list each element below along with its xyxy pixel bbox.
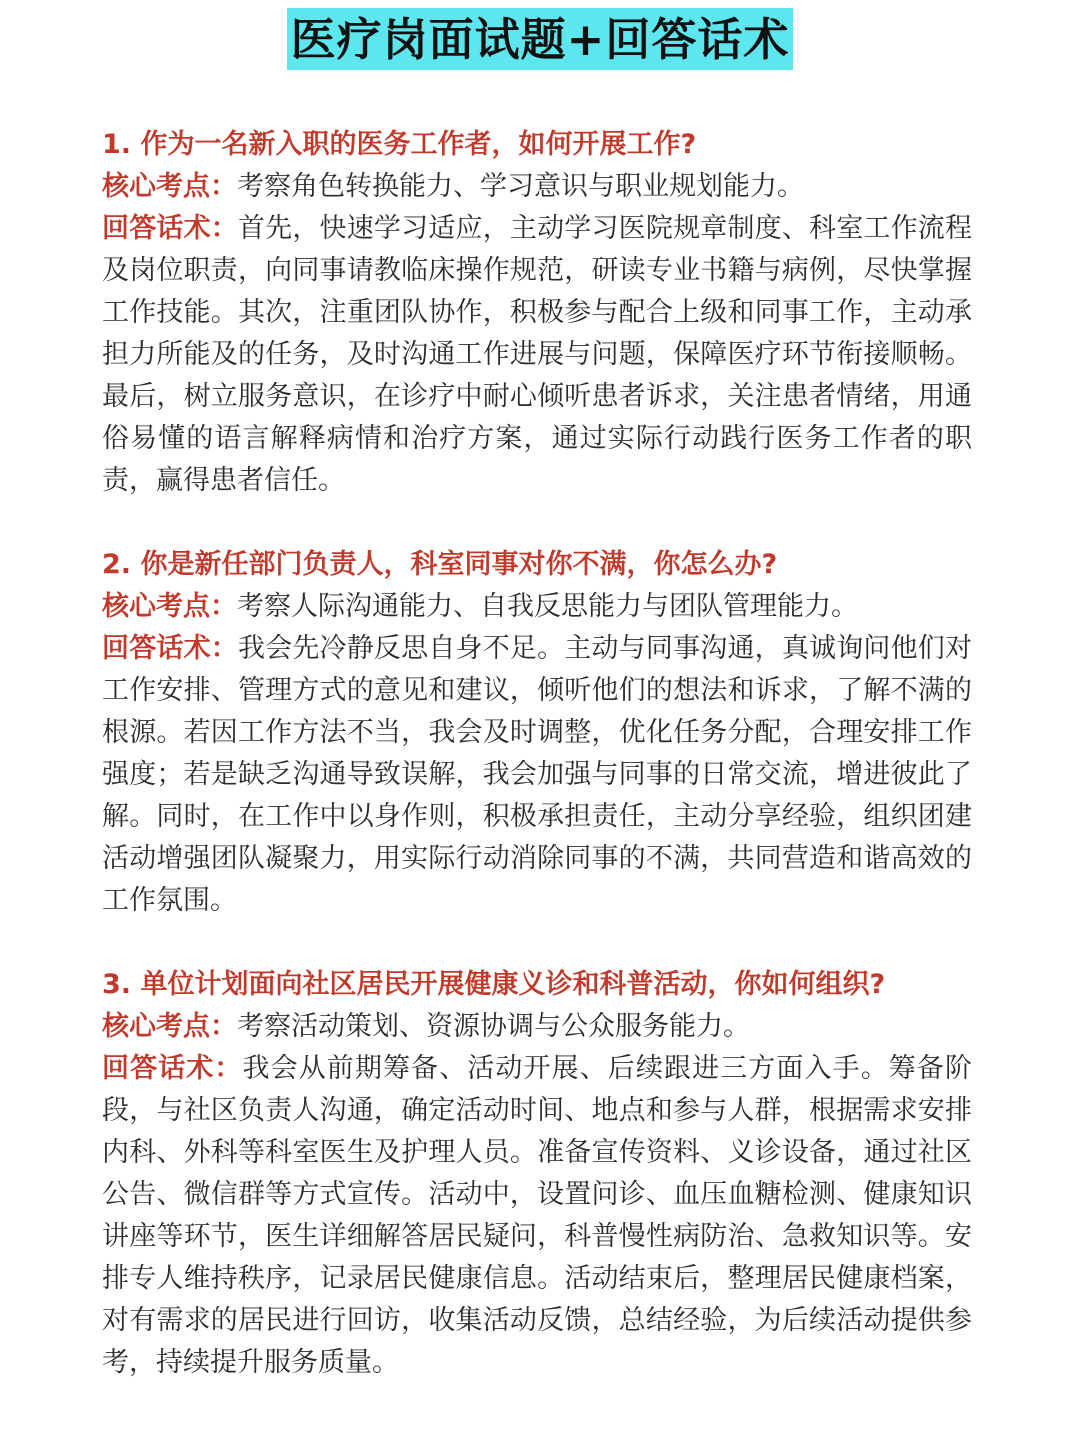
title-wrap <box>0 8 1080 70</box>
page-title: 医疗岗面试题+回答话术 <box>287 8 794 70</box>
qa-item-1 <box>102 124 972 502</box>
core-point-label: 核心考点： <box>102 591 237 622</box>
core-point-label: 核心考点： <box>102 1011 237 1042</box>
qa-item-2 <box>102 544 972 922</box>
core-point-label: 核心考点： <box>102 171 237 202</box>
answer-label: 回答话术： <box>102 213 238 244</box>
answer-label: 回答话术： <box>102 633 238 664</box>
answer-text: 首先，快速学习适应，主动学习医院规章制度、科室工作流程及岗位职责，向同事请教临床操作规范，研读专业书籍与病例，尽快掌握工作技能。其次，注重团队协作，积极参与配合上级和同事工作，主动承担力所能及的任务，及时沟通工作进展与问题，保障医疗环节衔接顺畅。最后，树立服务意识，在诊疗中耐心倾听患者诉求，关注患者情绪，用通俗易懂的语言解释病情和治疗方案，通过实际行动践行医务工作者的职责，赢得患者信任。 <box>102 213 972 496</box>
question-3: 3. 单位计划面向社区居民开展健康义诊和科普活动，你如何组织? <box>102 969 886 1000</box>
answer-3 <box>102 1048 972 1384</box>
answer-2 <box>102 628 972 922</box>
core-point-text: 考察角色转换能力、学习意识与职业规划能力。 <box>237 171 804 202</box>
core-point-text: 考察活动策划、资源协调与公众服务能力。 <box>237 1011 750 1042</box>
core-point-text: 考察人际沟通能力、自我反思能力与团队管理能力。 <box>237 591 858 622</box>
core-point-1 <box>102 166 972 208</box>
answer-label: 回答话术： <box>102 1053 243 1084</box>
question-1: 1. 作为一名新入职的医务工作者，如何开展工作? <box>102 129 697 160</box>
answer-text: 我会从前期筹备、活动开展、后续跟进三方面入手。筹备阶段，与社区负责人沟通，确定活动时间、地点和参与人群，根据需求安排内科、外科等科室医生及护理人员。准备宣传资料、义诊设备，通过社区公告、微信群等方式宣传。活动中，设置问诊、血压血糖检测、健康知识讲座等环节，医生详细解答居民疑问，科普慢性病防治、急救知识等。安排专人维持秩序，记录居民健康信息。活动结束后，整理居民健康档案，对有需求的居民进行回访，收集活动反馈，总结经验，为后续活动提供参考，持续提升服务质量。 <box>102 1053 972 1378</box>
question-2: 2. 你是新任部门负责人，科室同事对你不满，你怎么办? <box>102 549 778 580</box>
qa-list <box>102 124 972 1426</box>
core-point-2 <box>102 586 972 628</box>
qa-item-3 <box>102 964 972 1384</box>
core-point-3 <box>102 1006 972 1048</box>
answer-1 <box>102 208 972 502</box>
answer-text: 我会先冷静反思自身不足。主动与同事沟通，真诚询问他们对工作安排、管理方式的意见和建议，倾听他们的想法和诉求，了解不满的根源。若因工作方法不当，我会及时调整，优化任务分配，合理安排工作强度；若是缺乏沟通导致误解，我会加强与同事的日常交流，增进彼此了解。同时，在工作中以身作则，积极承担责任，主动分享经验，组织团建活动增强团队凝聚力，用实际行动消除同事的不满，共同营造和谐高效的工作氛围。 <box>102 633 972 916</box>
